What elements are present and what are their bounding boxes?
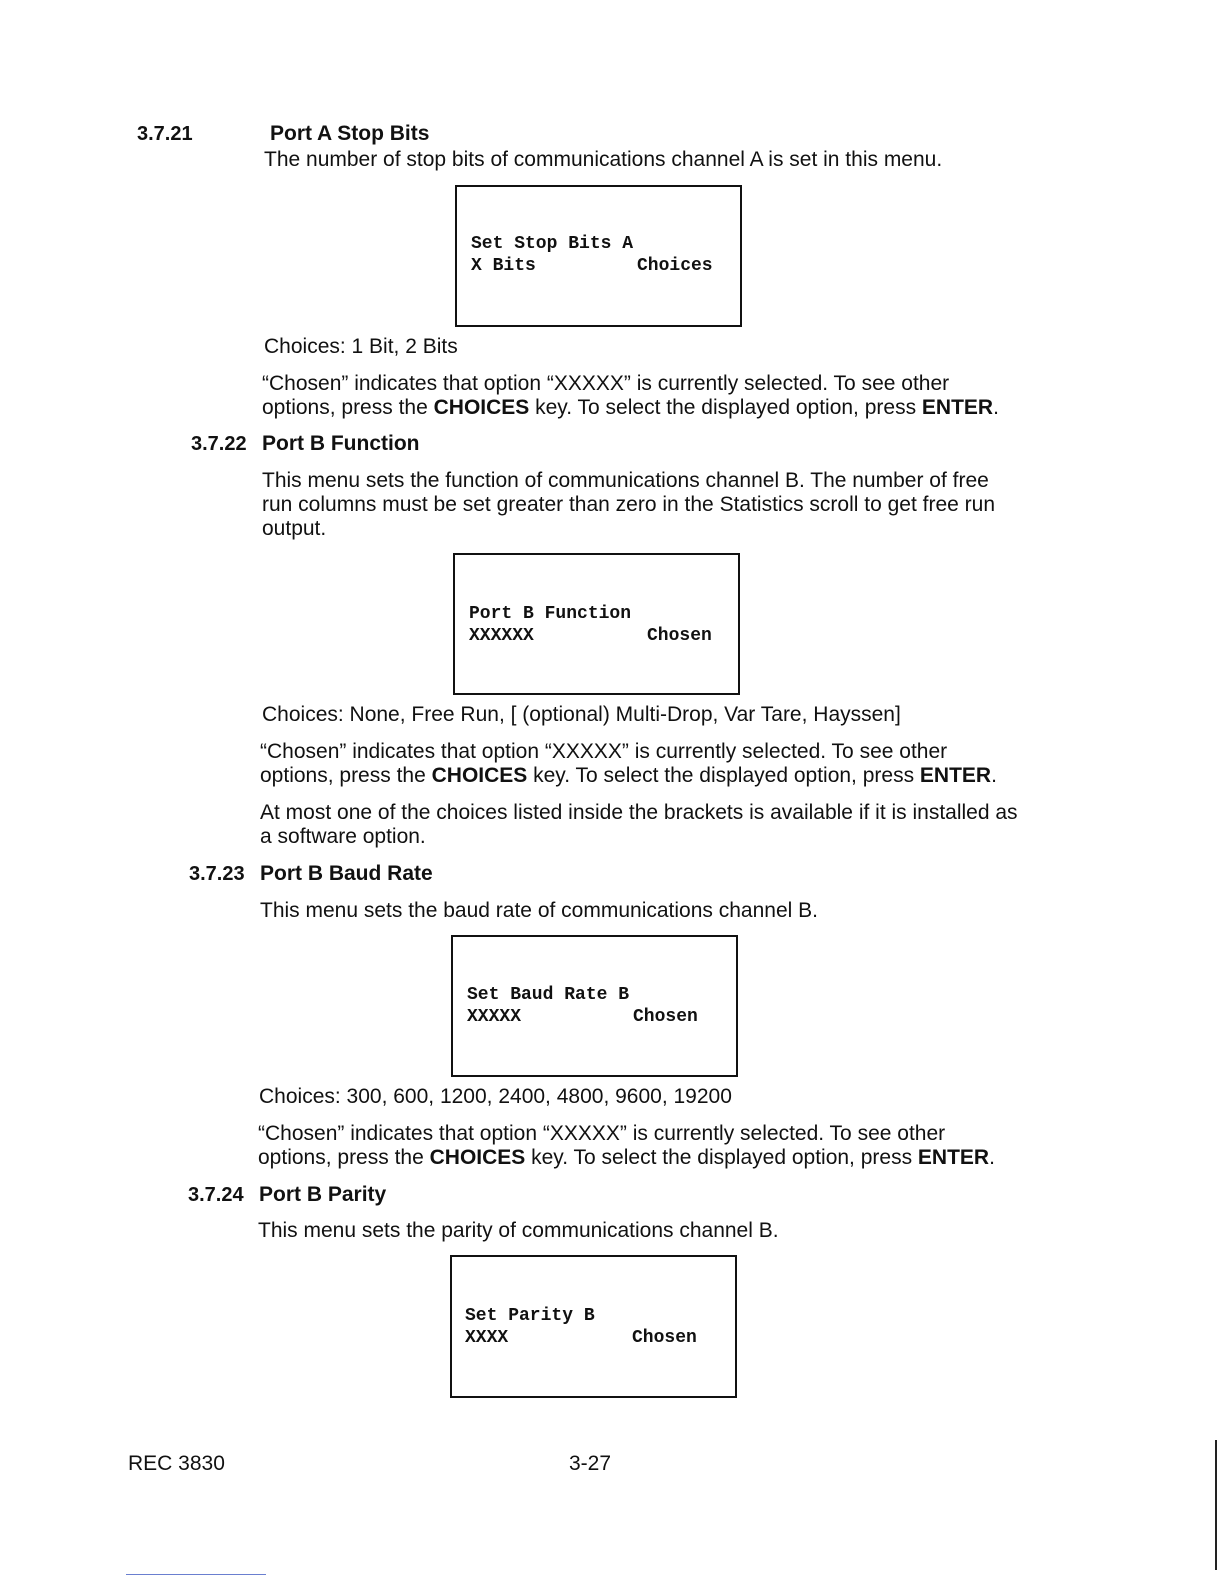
choices-list: Choices: 300, 600, 1200, 2400, 4800, 9600, 19200 xyxy=(259,1085,732,1108)
choices-list: Choices: None, Free Run, [ (optional) Multi-Drop, Var Tare, Hayssen] xyxy=(262,703,901,726)
enter-key: ENTER xyxy=(919,764,992,787)
section-number: 3.7.23 xyxy=(189,863,245,885)
lcd-line-2-left: XXXXXX xyxy=(469,626,534,646)
lcd-screen xyxy=(453,553,740,695)
section-number: 3.7.22 xyxy=(191,433,247,455)
choices-key: CHOICES xyxy=(433,396,530,419)
lcd-screen xyxy=(455,185,742,327)
section-intro: This menu sets the baud rate of communications channel B. xyxy=(260,899,818,922)
footer-doc-id: REC 3830 xyxy=(128,1452,225,1475)
enter-key: ENTER xyxy=(917,1146,990,1169)
note-line-1: “Chosen” indicates that option “XXXXX” is currently selected. To see other xyxy=(260,740,948,763)
section-title: Port A Stop Bits xyxy=(270,122,430,145)
lcd-line-2-right: Chosen xyxy=(632,1328,697,1348)
section-title: Port B Function xyxy=(262,432,420,455)
section-intro-line: This menu sets the function of communications channel B. The number of free xyxy=(262,469,989,492)
note-line-2: options, press the CHOICES key. To select the displayed option, press ENTER. xyxy=(258,1146,995,1169)
note-line-2: options, press the CHOICES key. To select the displayed option, press ENTER. xyxy=(260,764,997,787)
lcd-line-2-left: XXXX xyxy=(465,1328,509,1348)
section-intro-line: output. xyxy=(262,517,327,540)
note-line-1: “Chosen” indicates that option “XXXXX” is currently selected. To see other xyxy=(258,1122,946,1145)
lcd-line-1: Set Baud Rate B xyxy=(467,985,630,1005)
note-line-1: “Chosen” indicates that option “XXXXX” is currently selected. To see other xyxy=(262,372,950,395)
extra-note-line: a software option. xyxy=(260,825,426,848)
section-title: Port B Baud Rate xyxy=(260,862,433,885)
lcd-line-2-left: XXXXX xyxy=(467,1007,522,1027)
enter-key: ENTER xyxy=(921,396,994,419)
scan-underline xyxy=(126,1574,266,1575)
section-number: 3.7.24 xyxy=(188,1184,244,1206)
section-intro-line: run columns must be set greater than zero in the Statistics scroll to get free run xyxy=(262,493,996,516)
section-title: Port B Parity xyxy=(259,1183,387,1206)
lcd-screen xyxy=(450,1255,737,1398)
scan-edge-line xyxy=(1215,1440,1217,1570)
choices-key: CHOICES xyxy=(429,1146,526,1169)
extra-note-line: At most one of the choices listed inside the brackets is available if it is installed as xyxy=(260,801,1018,824)
lcd-line-2-left: X Bits xyxy=(471,256,536,276)
lcd-line-1: Set Stop Bits A xyxy=(471,234,634,254)
section-intro: This menu sets the parity of communications channel B. xyxy=(258,1219,779,1242)
lcd-line-1: Set Parity B xyxy=(465,1306,595,1326)
section-intro: The number of stop bits of communications channel A is set in this menu. xyxy=(264,148,943,171)
footer-page-number: 3-27 xyxy=(569,1452,612,1475)
note-line-2: options, press the CHOICES key. To select the displayed option, press ENTER. xyxy=(262,396,999,419)
lcd-screen xyxy=(451,935,738,1077)
section-number: 3.7.21 xyxy=(137,123,193,145)
lcd-line-2-right: Chosen xyxy=(647,626,712,646)
lcd-line-2-right: Chosen xyxy=(633,1007,698,1027)
lcd-line-1: Port B Function xyxy=(469,604,632,624)
choices-key: CHOICES xyxy=(431,764,528,787)
lcd-line-2-right: Choices xyxy=(637,256,713,276)
choices-list: Choices: 1 Bit, 2 Bits xyxy=(264,335,458,358)
